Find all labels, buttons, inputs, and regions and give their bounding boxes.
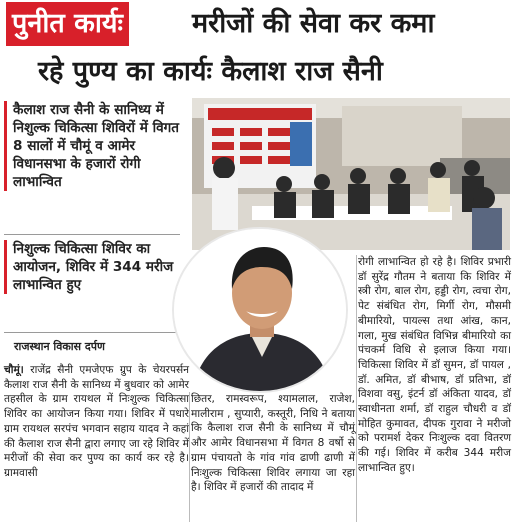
article-column-3-text: रोगी लाभान्वित हो रहे है। शिविर प्रभारी डॉ सुरेंद्र गौतम ने बताया कि शिविर में स्त्री रोग, बाल रोग, हड्डी रोग, त्वचा रोग, पेट संबंधित रोग, मिर्गी रोग, मौसमी बीमारियो, पायल्स तथा आंख, कान, गला, मुख संबंधित विभिन्न बीमारियो का पंचकर्म विधि से इलाज किया गया। चिकित्सा शिविर में डॉ सुमन, डॉ पायल , डॉ. अमित, डॉ बीभाष, डॉ प्रतिभा, डॉ विशवा वसु, इंटर्न डॉ अंकिता यादव, डॉ स्वाधीनता शर्मा, डॉ राहुल चौधरी व डॉ मोहित कुमावत, दीपक गुरावा ने मरीजो को परामर्श देकर निःशुल्क दवा वितरण की गई। शिविर में करीब 344 मरीज लाभान्वित हुए। xyxy=(358,256,511,474)
portrait-photo xyxy=(172,227,348,393)
byline: राजस्थान विकास दर्पण xyxy=(14,340,105,353)
highlight-box-1: कैलाश राज सैनी के सानिध्य में निशुल्क चिकित्सा शिविरों में विगत 8 सालों में चौमूं व आमेर विधानसभा के हजारों रोगी लाभान्वित xyxy=(4,101,180,191)
dateline: चौमूं। xyxy=(4,364,24,376)
column-divider xyxy=(189,392,190,522)
article-column-1-text: राजेंद्र सैनी एमजेएफ ग्रुप के चेयरपर्सन कैलाश राज सैनी के सानिध्य में बुधवार को आमेर तहसील के ग्राम रायथल में निःशुल्क चिकित्सा शिविर का आयोजन किया गया। शिविर में पधारे ग्राम रायथल सरपंच भगवान सहाय यादव ने कहां की कैलाश राज सैनी द्वारा लगाए जा रहे शिविर में मरीजों की सेवा कर पुण्य का कार्य कर रहे है। ग्रामवासी xyxy=(4,364,190,479)
article-column-1 xyxy=(4,363,189,481)
headline-line-2: रहे पुण्य का कार्यः कैलाश राज सैनी xyxy=(38,56,383,87)
highlight-box-2: निशुल्क चिकित्सा शिविर का आयोजन, शिविर में 344 मरीज लाभान्वित हुए xyxy=(4,240,180,294)
divider xyxy=(4,332,180,333)
event-photo xyxy=(192,98,510,250)
headline-highlight: पुनीत कार्यः xyxy=(6,2,129,46)
headline-line-1-text: मरीजों की सेवा कर कमा xyxy=(192,8,435,39)
headline-line-1 xyxy=(0,2,515,48)
article-column-2 xyxy=(191,392,355,495)
article-column-2-text: छितर, रामस्वरूप, श्यामलाल, राजेश, मालीराम , सुप्यारी, कस्तूरी, निधि ने बताया कि कैलाश राज सैनी के सानिध्य में चौमूं और आमेर विधानसभा में विगत 8 वर्षो से ग्राम पंचायतो के गांव गांव ढाणी ढाणी में निःशुल्क चिकित्सा शिविर लगाया जा रहा है। शिविर में हजारों की तादाद में xyxy=(191,393,355,494)
column-divider xyxy=(356,255,357,522)
article-column-3 xyxy=(358,255,511,476)
divider xyxy=(4,234,180,235)
headline xyxy=(0,0,515,94)
